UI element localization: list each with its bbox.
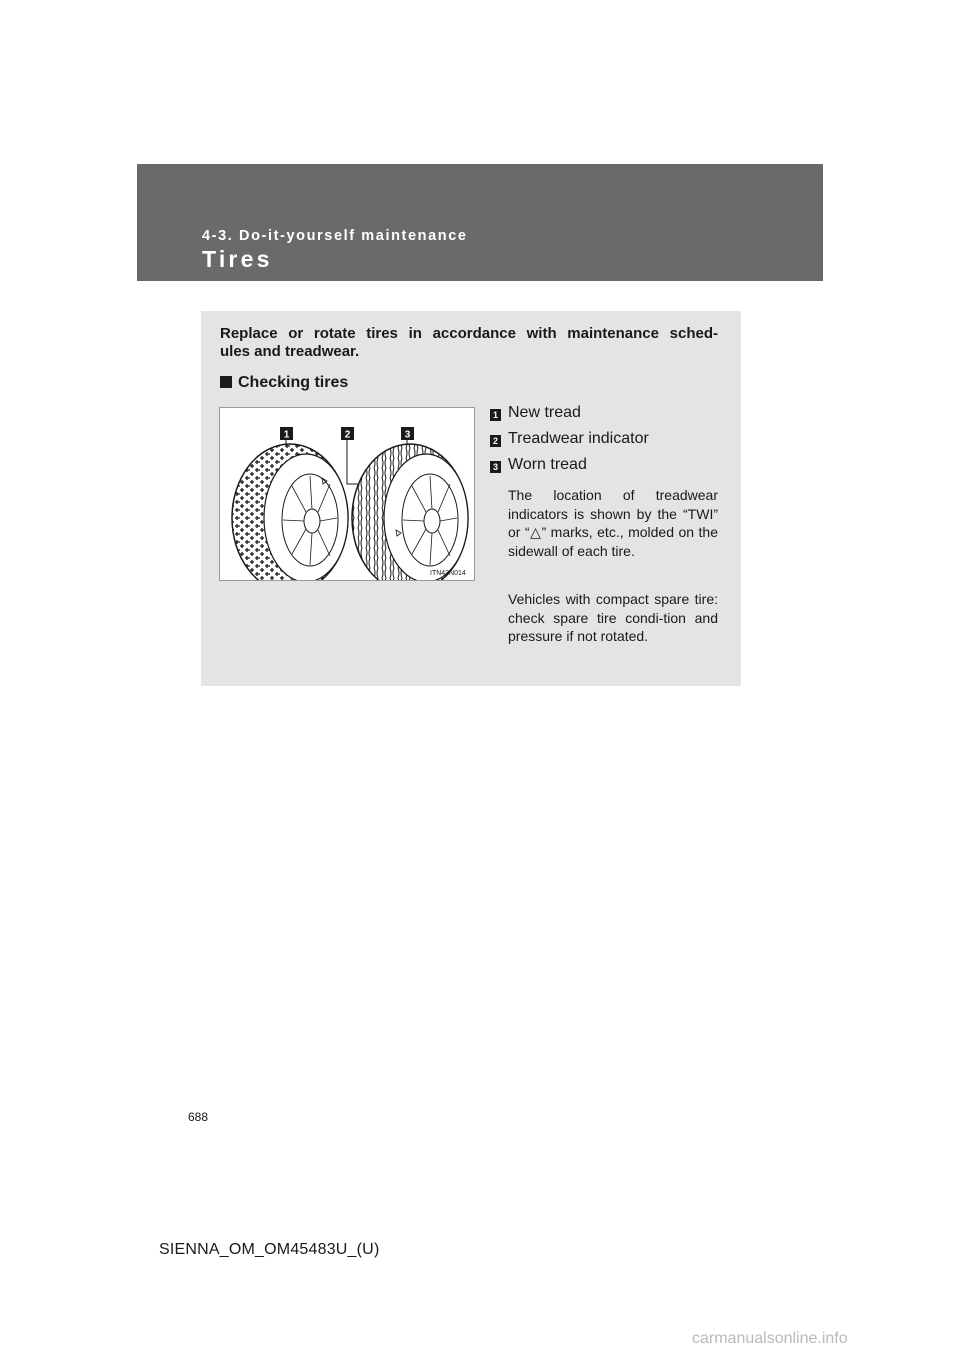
svg-text:3: 3: [404, 429, 411, 441]
new-tire: [232, 444, 348, 580]
subheading-text: Checking tires: [238, 374, 349, 391]
intro-text-line1: Replace or rotate tires in accordance with maintenance sched-: [220, 325, 718, 342]
worn-tire: [352, 444, 468, 580]
legend-label: Treadwear indicator: [508, 430, 649, 447]
section-label: 4-3. Do-it-yourself maintenance: [202, 228, 468, 244]
watermark: carmanualsonline.info: [692, 1330, 848, 1347]
legend-number: 3: [490, 461, 501, 473]
svg-text:2: 2: [344, 429, 351, 441]
legend-number: 2: [490, 435, 501, 447]
tire-illustration: [219, 407, 475, 581]
subheading: [220, 374, 348, 392]
tires-diagram: [220, 408, 474, 580]
figure-code: ITN43N014: [430, 570, 466, 577]
legend-label: New tread: [508, 404, 581, 421]
note-spare-tire: Vehicles with compact spare tire: check spare tire condi-tion and pressure if not rotated.: [508, 591, 718, 644]
legend-label: Worn tread: [508, 456, 587, 473]
intro-text-line2: ules and treadwear.: [220, 343, 360, 360]
page-title: Tires: [202, 246, 273, 272]
note-treadwear-indicators: The location of treadwear indicators is shown by the “TWI” or “△” marks, etc., molded on the sidewall of each tire.: [508, 487, 718, 559]
square-bullet-icon: [220, 376, 232, 388]
page-number: 688: [188, 1110, 209, 1124]
legend-number: 1: [490, 409, 501, 421]
document-id: SIENNA_OM_OM45483U_(U): [159, 1241, 380, 1258]
svg-text:1: 1: [283, 429, 290, 441]
